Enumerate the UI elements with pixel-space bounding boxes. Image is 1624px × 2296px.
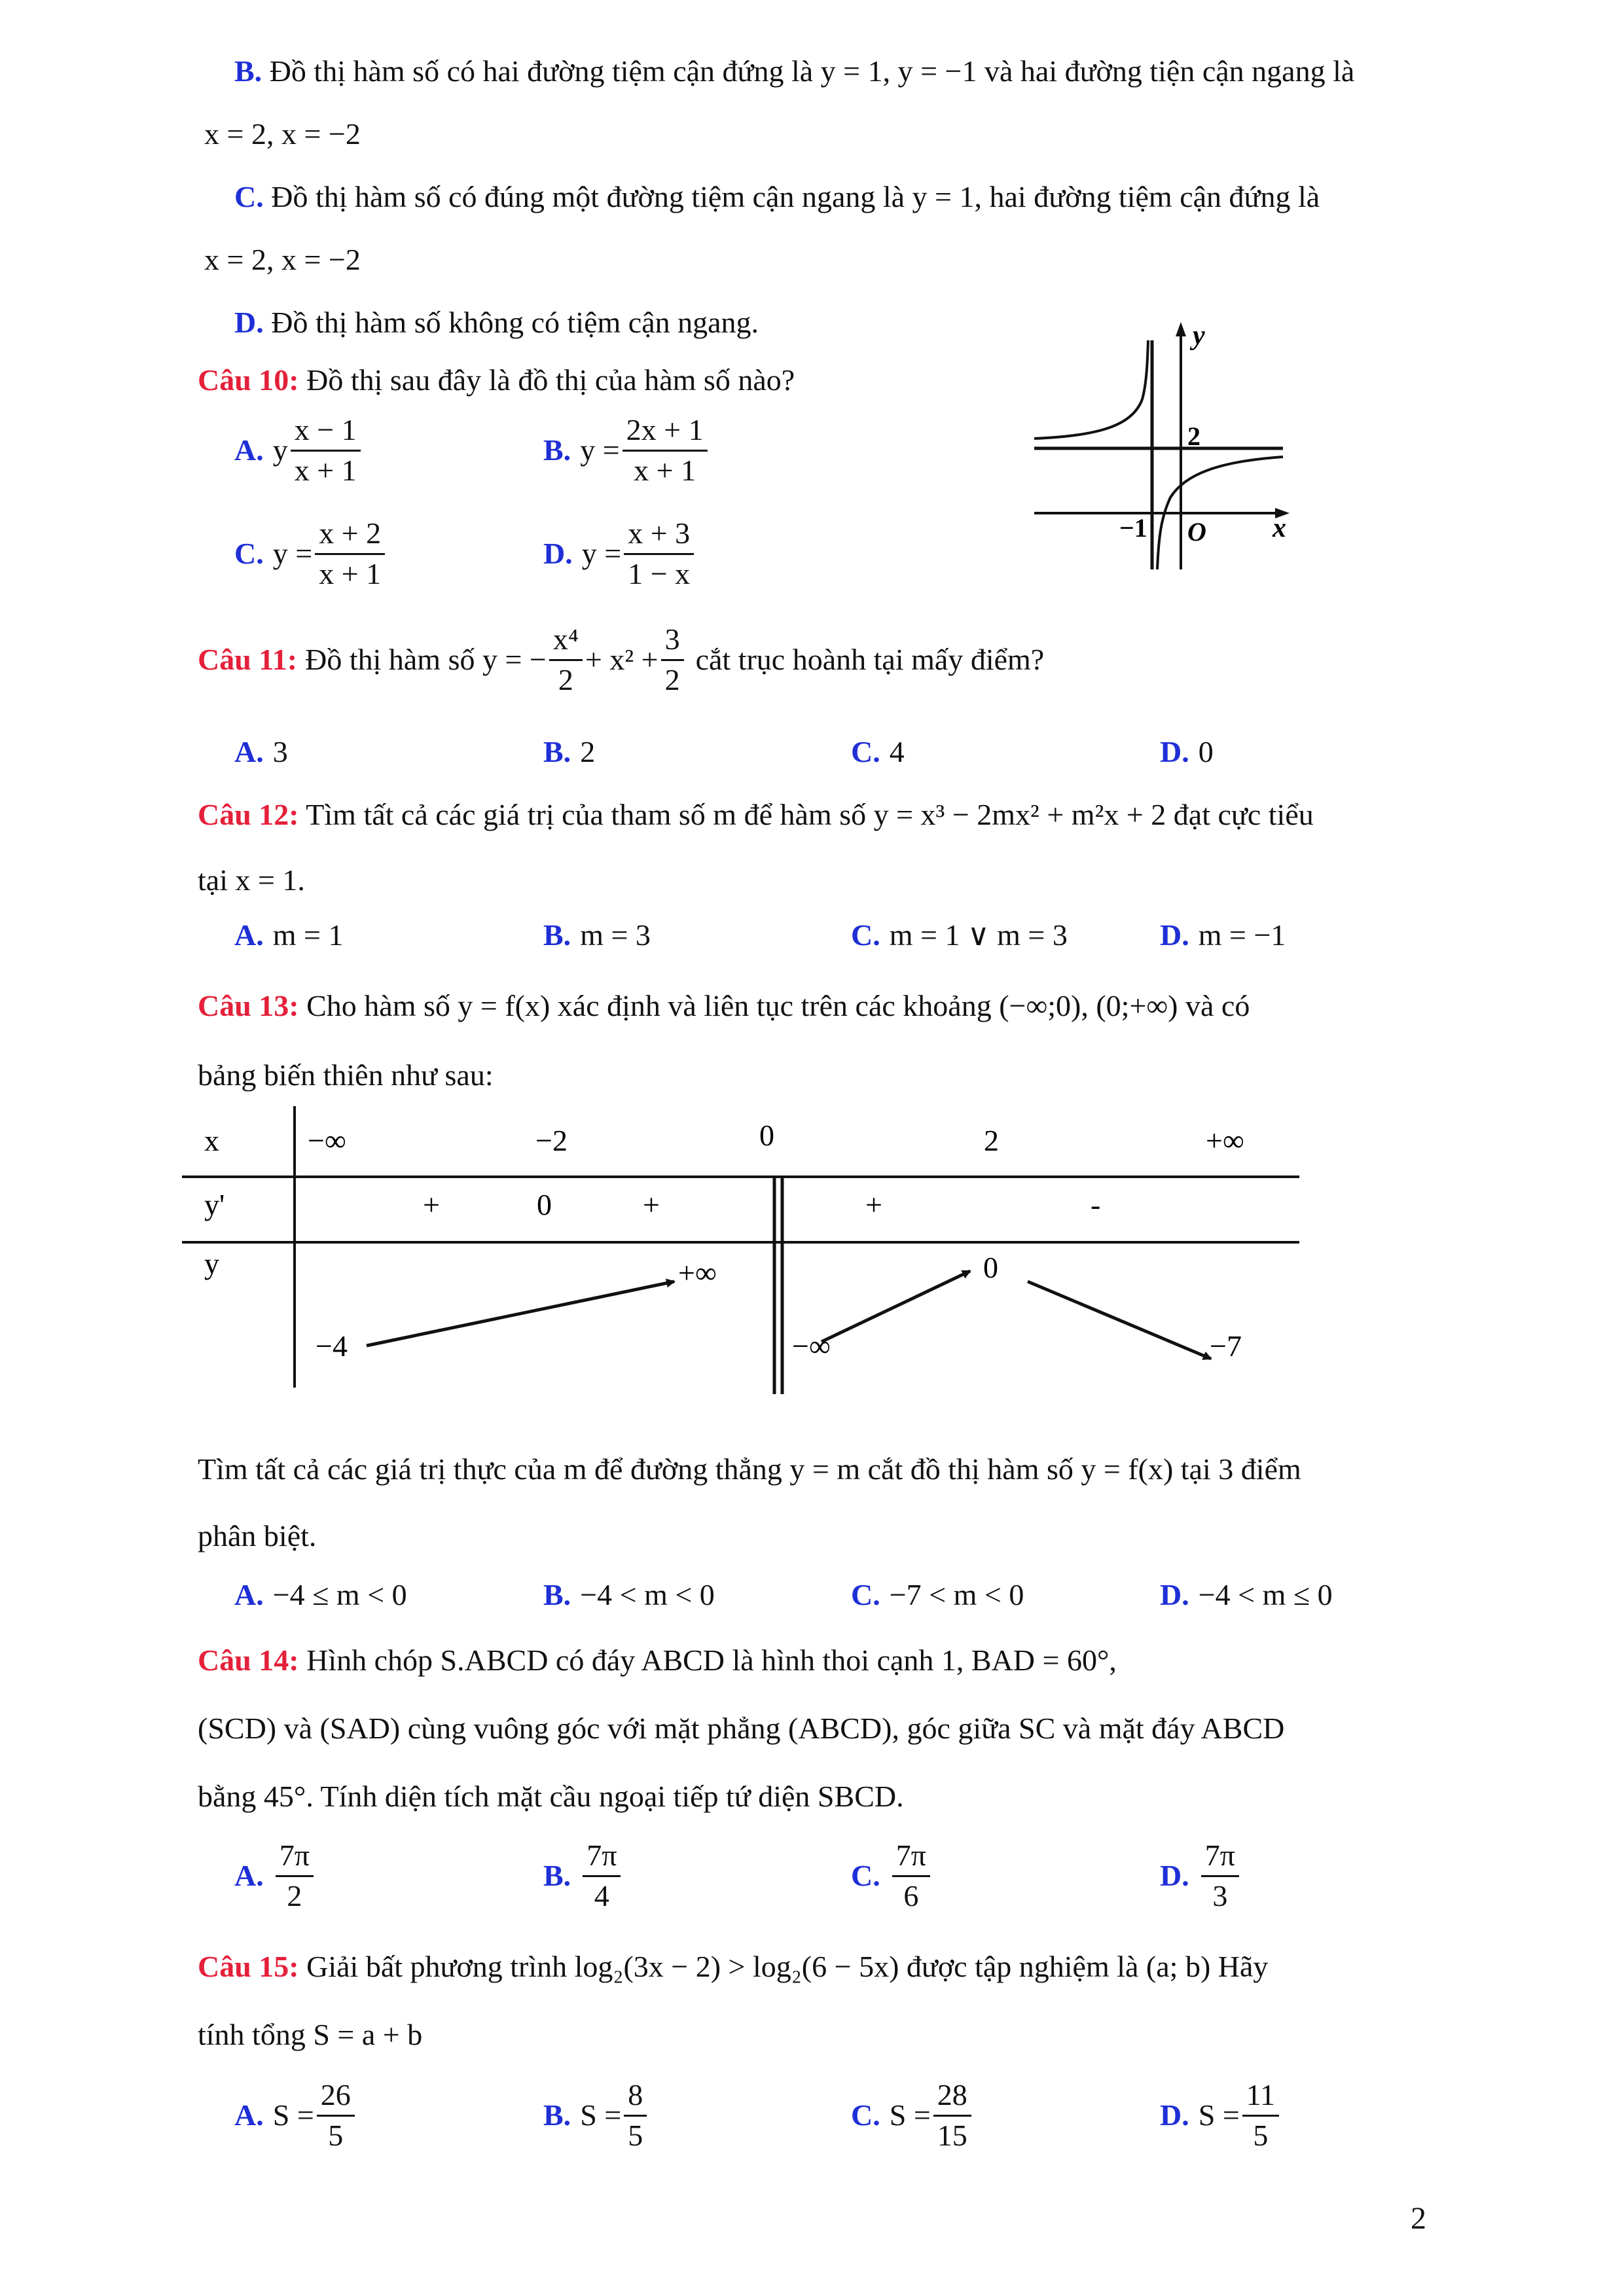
graph-tick-2: 2 bbox=[1187, 422, 1200, 451]
q14-option-c-label: C. bbox=[851, 1859, 880, 1893]
q11-option-d-label: D. bbox=[1160, 735, 1189, 768]
q15-option-b-label: B. bbox=[543, 2098, 571, 2132]
q14-option-d-den: 3 bbox=[1212, 1878, 1228, 1912]
q10-option-d-den: 1 − x bbox=[628, 556, 691, 590]
q12-option-c-label: C. bbox=[851, 918, 880, 952]
q14-option-b[interactable] bbox=[543, 1839, 623, 1912]
table-yprime-sign: 0 bbox=[537, 1188, 552, 1221]
q13-option-b-value: −4 < m < 0 bbox=[580, 1578, 715, 1611]
q14-option-a-label: A. bbox=[234, 1859, 264, 1893]
q15-option-d-prefix: S = bbox=[1198, 2098, 1240, 2132]
q10-option-c-den: x + 1 bbox=[319, 556, 382, 590]
q15-option-b-den: 5 bbox=[628, 2118, 643, 2152]
q13-option-c[interactable] bbox=[851, 1576, 1024, 1614]
q10-text: Đồ thị sau đây là đồ thị của hàm số nào? bbox=[306, 363, 795, 397]
q11-fraction-1-num: x⁴ bbox=[549, 623, 583, 661]
q12-option-a-label: A. bbox=[234, 918, 264, 952]
q13-option-c-value: −7 < m < 0 bbox=[889, 1578, 1024, 1611]
q14-stem-line3: bằng 45°. Tính diện tích mặt cầu ngoại tiếp tứ diện SBCD. bbox=[198, 1780, 904, 1813]
q15-stem-line2: tính tổng S = a + b bbox=[198, 2018, 423, 2051]
q14-option-a-fraction bbox=[276, 1839, 314, 1912]
q12-option-b[interactable] bbox=[543, 916, 651, 954]
q13-option-d-value: −4 < m ≤ 0 bbox=[1198, 1578, 1333, 1611]
q9-option-c-label: C. bbox=[234, 180, 264, 213]
q13-option-a-label: A. bbox=[234, 1578, 264, 1611]
q11-option-c-value: 4 bbox=[889, 735, 905, 768]
q10-option-c-prefix: y = bbox=[272, 537, 313, 571]
q11-stem bbox=[198, 623, 1044, 696]
q9-option-b-text: Đồ thị hàm số có hai đường tiệm cận đứng là y = 1, y = −1 và hai đường tiện cận ngang là bbox=[269, 54, 1355, 88]
table-arrow-decreasing bbox=[1028, 1282, 1211, 1359]
table-y-value: −∞ bbox=[792, 1329, 831, 1363]
q10-option-b-prefix: y = bbox=[580, 433, 620, 467]
q11-option-d-value: 0 bbox=[1198, 735, 1214, 768]
q15-option-d[interactable] bbox=[1160, 2079, 1282, 2152]
q9-option-d-text: Đồ thị hàm số không có tiệm cận ngang. bbox=[271, 306, 759, 339]
table-x-value: 2 bbox=[984, 1124, 999, 1157]
q11-fraction-1 bbox=[549, 623, 583, 696]
q14-option-b-den: 4 bbox=[594, 1878, 609, 1912]
table-yprime-sign: + bbox=[865, 1188, 882, 1221]
q15-option-a-label: A. bbox=[234, 2098, 264, 2132]
q9-option-b-line2: x = 2, x = −2 bbox=[204, 117, 361, 151]
q12-option-a-value: m = 1 bbox=[272, 918, 344, 952]
q14-text1: Hình chóp S.ABCD có đáy ABCD là hình thoi cạnh 1, BAD = 60°, bbox=[306, 1643, 1117, 1677]
q12-option-a[interactable] bbox=[234, 916, 343, 954]
q11-option-b-label: B. bbox=[543, 735, 571, 768]
q10-option-c-num: x + 2 bbox=[315, 517, 385, 555]
q9-option-c-text: Đồ thị hàm số có đúng một đường tiệm cận ngang là y = 1, hai đường tiệm cận đứng là bbox=[271, 180, 1320, 213]
q15-stem-line1 bbox=[198, 1948, 1268, 1986]
q10-option-b-den: x + 1 bbox=[634, 453, 696, 487]
q12-text1: Tìm tất cả các giá trị của tham số m để hàm số y = x³ − 2mx² + m²x + 2 đạt cực tiểu bbox=[306, 798, 1314, 831]
q14-option-b-label: B. bbox=[543, 1859, 571, 1893]
q15-option-c-den: 15 bbox=[937, 2118, 967, 2152]
q11-option-b-value: 2 bbox=[580, 735, 596, 768]
table-yprime-sign: + bbox=[423, 1188, 440, 1221]
q12-option-d[interactable] bbox=[1160, 916, 1286, 954]
graph-origin: O bbox=[1187, 517, 1206, 547]
q13-option-a[interactable] bbox=[234, 1576, 407, 1614]
q10-option-c-label: C. bbox=[234, 537, 264, 571]
q11-option-d[interactable] bbox=[1160, 733, 1214, 771]
q9-option-b-label: B. bbox=[234, 54, 262, 88]
q15-option-d-den: 5 bbox=[1253, 2118, 1269, 2152]
q15-option-c-label: C. bbox=[851, 2098, 880, 2132]
table-y-value: −4 bbox=[316, 1329, 348, 1363]
q12-option-d-value: m = −1 bbox=[1198, 918, 1286, 952]
q13-option-b[interactable] bbox=[543, 1576, 715, 1614]
q9-option-c-line2: x = 2, x = −2 bbox=[204, 243, 361, 276]
q11-option-a-value: 3 bbox=[272, 735, 288, 768]
q10-option-a[interactable] bbox=[234, 414, 363, 487]
q15-option-b-fraction bbox=[624, 2079, 647, 2152]
q11-text-pre: Đồ thị hàm số y = − bbox=[305, 643, 547, 677]
q14-option-c[interactable] bbox=[851, 1839, 933, 1912]
table-yprime-label: y' bbox=[204, 1188, 225, 1221]
table-x-value: 0 bbox=[759, 1119, 774, 1152]
table-y-value: +∞ bbox=[678, 1256, 717, 1289]
q11-fraction-1-den: 2 bbox=[558, 662, 573, 696]
q10-option-a-prefix: y bbox=[272, 433, 288, 467]
table-x-value: −2 bbox=[535, 1124, 568, 1157]
q14-option-c-den: 6 bbox=[903, 1878, 919, 1912]
table-y-value: −7 bbox=[1210, 1329, 1242, 1363]
q15-option-d-fraction bbox=[1242, 2079, 1279, 2152]
q10-option-d[interactable] bbox=[543, 517, 696, 590]
q14-option-d-num: 7π bbox=[1201, 1839, 1239, 1877]
q15-option-a-num: 26 bbox=[317, 2079, 355, 2117]
q12-option-d-label: D. bbox=[1160, 918, 1189, 952]
q14-option-a[interactable] bbox=[234, 1839, 316, 1912]
q11-option-a-label: A. bbox=[234, 735, 264, 768]
q10-option-a-label: A. bbox=[234, 433, 264, 467]
q13-stem-line2: bảng biến thiên như sau: bbox=[198, 1058, 494, 1092]
graph-y-label: y bbox=[1193, 321, 1205, 351]
q10-option-d-label: D. bbox=[543, 537, 573, 571]
q10-option-c[interactable] bbox=[234, 517, 388, 590]
q15-label: Câu 15: bbox=[198, 1950, 299, 1983]
q10-option-c-fraction bbox=[315, 517, 385, 590]
q13-option-b-label: B. bbox=[543, 1578, 571, 1611]
table-x-label: x bbox=[204, 1124, 219, 1157]
q14-option-a-num: 7π bbox=[276, 1839, 314, 1877]
q11-option-c[interactable] bbox=[851, 733, 905, 771]
q15-option-d-num: 11 bbox=[1242, 2079, 1279, 2117]
q12-option-c-value: m = 1 ∨ m = 3 bbox=[889, 918, 1068, 952]
q10-option-a-den: x + 1 bbox=[294, 453, 357, 487]
q14-label: Câu 14: bbox=[198, 1643, 299, 1677]
q12-stem-line1 bbox=[198, 796, 1314, 834]
variation-table bbox=[177, 1106, 1303, 1394]
q11-text-post: cắt trục hoành tại mấy điểm? bbox=[695, 643, 1045, 677]
q14-option-c-num: 7π bbox=[892, 1839, 930, 1877]
q11-option-a[interactable] bbox=[234, 733, 288, 771]
q15-option-c-prefix: S = bbox=[889, 2098, 931, 2132]
q9-option-c-line1 bbox=[234, 178, 1320, 216]
q10-option-d-num: x + 3 bbox=[624, 517, 694, 555]
q15-option-a-den: 5 bbox=[328, 2118, 344, 2152]
q11-option-c-label: C. bbox=[851, 735, 880, 768]
table-arrow-increasing-1 bbox=[367, 1282, 674, 1346]
q14-option-d-fraction bbox=[1201, 1839, 1239, 1912]
q15-option-a[interactable] bbox=[234, 2079, 357, 2152]
q9-option-d-label: D. bbox=[234, 306, 264, 339]
q14-option-b-num: 7π bbox=[583, 1839, 621, 1877]
table-arrow-increasing-2 bbox=[821, 1271, 970, 1342]
q14-stem-line1 bbox=[198, 1641, 1117, 1679]
table-x-value: +∞ bbox=[1206, 1124, 1244, 1157]
q13-option-a-value: −4 ≤ m < 0 bbox=[272, 1578, 407, 1611]
q15-option-a-prefix: S = bbox=[272, 2098, 314, 2132]
q13-stem-line1 bbox=[198, 987, 1250, 1025]
q10-stem bbox=[198, 361, 795, 399]
table-y-label: y bbox=[204, 1247, 219, 1280]
q15-option-d-label: D. bbox=[1160, 2098, 1189, 2132]
graph-left-branch bbox=[1034, 340, 1148, 439]
q13-stem-line4: phân biệt. bbox=[198, 1519, 317, 1552]
table-yprime-sign: - bbox=[1091, 1188, 1101, 1221]
q11-option-b[interactable] bbox=[543, 733, 595, 771]
q9-option-b-line1 bbox=[234, 52, 1354, 90]
q11-fraction-2-den: 2 bbox=[664, 662, 680, 696]
q10-option-b-fraction bbox=[623, 414, 708, 487]
q15-option-a-fraction bbox=[317, 2079, 355, 2152]
q11-fraction-2-num: 3 bbox=[661, 623, 684, 661]
q11-fraction-2 bbox=[661, 623, 684, 696]
q14-option-a-den: 2 bbox=[287, 1878, 302, 1912]
q14-option-c-fraction bbox=[892, 1839, 930, 1912]
q10-option-b-label: B. bbox=[543, 433, 571, 467]
q15-option-c-fraction bbox=[933, 2079, 971, 2152]
q12-option-b-label: B. bbox=[543, 918, 571, 952]
q10-option-b-num: 2x + 1 bbox=[623, 414, 708, 452]
q13-option-d-label: D. bbox=[1160, 1578, 1189, 1611]
q10-option-a-fraction bbox=[291, 414, 361, 487]
page-number: 2 bbox=[1411, 2201, 1426, 2236]
q15-option-b[interactable] bbox=[543, 2079, 649, 2152]
q12-stem-line2: tại x = 1. bbox=[198, 863, 305, 897]
q12-label: Câu 12: bbox=[198, 798, 299, 831]
q15-option-c[interactable] bbox=[851, 2079, 974, 2152]
q14-option-d-label: D. bbox=[1160, 1859, 1189, 1893]
q10-label: Câu 10: bbox=[198, 363, 299, 397]
q14-option-d[interactable] bbox=[1160, 1839, 1242, 1912]
graph-x-label: x bbox=[1272, 513, 1286, 543]
graph-tick-minus1: −1 bbox=[1119, 513, 1147, 543]
q13-option-c-label: C. bbox=[851, 1578, 880, 1611]
q12-option-b-value: m = 3 bbox=[580, 918, 651, 952]
q10-option-b[interactable] bbox=[543, 414, 710, 487]
q14-option-b-fraction bbox=[583, 1839, 621, 1912]
q11-label: Câu 11: bbox=[198, 643, 298, 677]
q13-text1: Cho hàm số y = f(x) xác định và liên tục trên các khoảng (−∞;0), (0;+∞) và có bbox=[306, 989, 1250, 1022]
table-x-value: −∞ bbox=[308, 1124, 346, 1157]
q13-stem-line3: Tìm tất cả các giá trị thực của m để đường thẳng y = m cắt đồ thị hàm số y = f(x) tại 3 điểm bbox=[198, 1452, 1301, 1486]
q15-text1: Giải bất phương trình log₂(3x − 2) > log₂(6 − 5x) được tập nghiệm là (a; b) Hãy bbox=[306, 1950, 1269, 1983]
q10-option-d-fraction bbox=[624, 517, 694, 590]
table-yprime-sign: + bbox=[643, 1188, 660, 1221]
q15-option-c-num: 28 bbox=[933, 2079, 971, 2117]
q10-option-d-prefix: y = bbox=[581, 537, 622, 571]
q14-stem-line2: (SCD) và (SAD) cùng vuông góc với mặt phẳng (ABCD), góc giữa SC và mặt đáy ABCD bbox=[198, 1712, 1285, 1745]
q10-option-a-num: x − 1 bbox=[291, 414, 361, 452]
q15-option-b-prefix: S = bbox=[580, 2098, 622, 2132]
q12-option-c[interactable] bbox=[851, 916, 1068, 954]
graph-y-arrow-icon bbox=[1176, 322, 1186, 336]
q15-option-b-num: 8 bbox=[624, 2079, 647, 2117]
q9-option-d bbox=[234, 304, 759, 342]
q11-text-mid: + x² + bbox=[585, 643, 659, 677]
table-y-value: 0 bbox=[983, 1251, 998, 1284]
q10-graph bbox=[1021, 321, 1296, 576]
q13-option-d[interactable] bbox=[1160, 1576, 1333, 1614]
q13-label: Câu 13: bbox=[198, 989, 299, 1022]
